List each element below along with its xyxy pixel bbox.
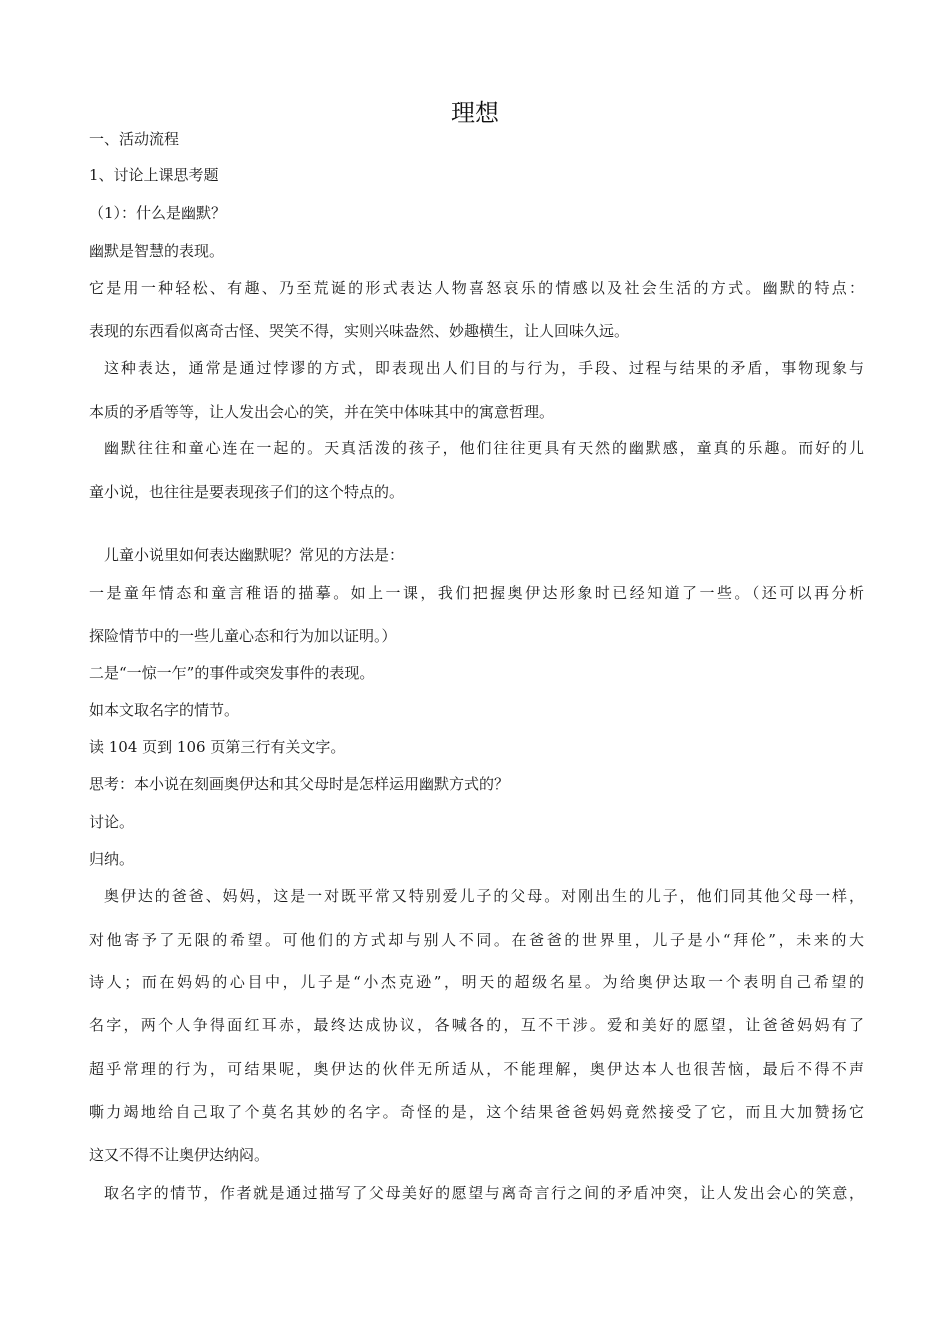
paragraph-line: 超乎常理的行为，可结果呢，奥伊达的伙伴无所适从，不能理解，奥伊达本人也很苦恼，最后不得不声: [89, 1060, 864, 1078]
paragraph-line: 嘶力竭地给自己取了个莫名其妙的名字。奇怪的是，这个结果爸爸妈妈竟然接受了它，而且大加赞扬它: [89, 1103, 864, 1121]
paragraph-line: 归纳。: [89, 850, 135, 868]
subsection-heading: 1、讨论上课思考题: [89, 166, 219, 184]
document-title: 理想: [451, 99, 499, 127]
paragraph-line: 儿童小说里如何表达幽默呢？常见的方法是：: [104, 546, 405, 564]
paragraph-line: 二是“一惊一乍”的事件或突发事件的表现。: [89, 664, 375, 682]
paragraph-line: 表现的东西看似离奇古怪、哭笑不得，实则兴味盎然、妙趣横生，让人回味久远。: [89, 322, 630, 340]
paragraph-line: 对他寄予了无限的希望。可他们的方式却与别人不同。在爸爸的世界里，儿子是小“拜伦”，未来的大: [89, 931, 864, 949]
paragraph-line: 这又不得不让奥伊达纳闷。: [89, 1146, 270, 1164]
paragraph-line: 探险情节中的一些儿童心态和行为加以证明。）: [89, 627, 397, 645]
paragraph-line: 如本文取名字的情节。: [89, 701, 240, 719]
paragraph-line: 这种表达，通常是通过悖谬的方式，即表现出人们目的与行为，手段、过程与结果的矛盾，事物现象与: [104, 359, 864, 377]
paragraph-line: 奥伊达的爸爸、妈妈，这是一对既平常又特别爱儿子的父母。对刚出生的儿子，他们同其他父母一样，: [104, 887, 864, 905]
paragraph-line: 取名字的情节，作者就是通过描写了父母美好的愿望与离奇言行之间的矛盾冲突，让人发出会心的笑意，: [104, 1184, 864, 1202]
paragraph-line: 本质的矛盾等等，让人发出会心的笑，并在笑中体味其中的寓意哲理。: [89, 403, 555, 421]
paragraph-line: 一是童年情态和童言稚语的描摹。如上一课，我们把握奥伊达形象时已经知道了一些。（还可以再分析: [89, 584, 864, 602]
paragraph-line: 它是用一种轻松、有趣、乃至荒诞的形式表达人物喜怒哀乐的情感以及社会生活的方式。幽默的特点：: [89, 279, 864, 297]
paragraph-line: 读 104 页到 106 页第三行有关文字。: [89, 738, 346, 756]
question-line: （1）：什么是幽默？: [89, 204, 227, 222]
paragraph-line: 讨论。: [89, 813, 135, 831]
paragraph-line: 诗人；而在妈妈的心目中，儿子是“小杰克逊”，明天的超级名星。为给奥伊达取一个表明自己希望的: [89, 973, 864, 991]
paragraph-line: 幽默往往和童心连在一起的。天真活泼的孩子，他们往往更具有天然的幽默感，童真的乐趣。而好的儿: [104, 439, 864, 457]
section-heading: 一、活动流程: [89, 130, 180, 148]
paragraph-line: 思考：本小说在刻画奥伊达和其父母时是怎样运用幽默方式的？: [89, 775, 510, 793]
paragraph-line: 幽默是智慧的表现。: [89, 242, 225, 260]
paragraph-line: 名字，两个人争得面红耳赤，最终达成协议，各喊各的，互不干涉。爱和美好的愿望，让爸爸妈妈有了: [89, 1016, 864, 1034]
paragraph-line: 童小说，也往往是要表现孩子们的这个特点的。: [89, 483, 405, 501]
